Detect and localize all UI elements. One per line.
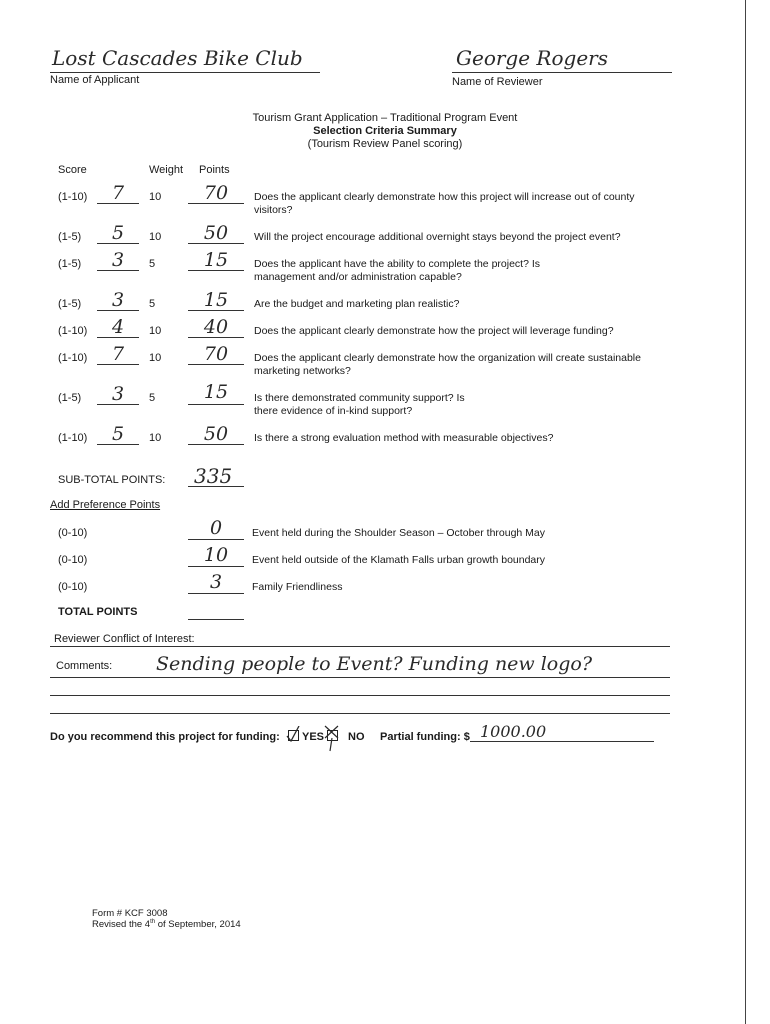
page-edge-line [745,0,746,1024]
reviewer-name-label: Name of Reviewer [452,76,543,88]
score-line [97,243,139,244]
criteria-score: 5 [111,423,125,445]
criteria-score: 7 [111,343,125,365]
points-line [188,203,244,204]
criteria-score: 7 [111,182,125,204]
criteria-weight: 5 [149,258,156,270]
revision-date [92,919,241,930]
criteria-points: 70 [203,182,229,204]
criteria-score: 3 [111,383,125,405]
yes-checkbox[interactable] [288,730,299,741]
title-line-3: (Tourism Review Panel scoring) [307,138,463,150]
preference-label: Event held outside of the Klamath Falls urban growth boundary [252,554,546,566]
criteria-question: Does the applicant clearly demonstrate how the organization will create sustainable marketing networks? [254,352,641,377]
total-label: TOTAL POINTS [58,606,138,618]
column-score: Score [58,164,87,176]
criteria-question: Does the applicant have the ability to complete the project? Is management and/or administration capable? [254,258,541,283]
funding-question: Do you recommend this project for funding: [50,731,280,743]
criteria-question: Is there demonstrated community support? Is there evidence of in-kind support? [254,392,465,417]
criteria-range: (1-5) [58,392,82,404]
criteria-weight: 10 [149,231,162,243]
partial-funding-value: 1000.00 [480,722,547,741]
score-line [97,310,139,311]
preference-points: 3 [209,571,223,593]
points-line [188,444,244,445]
comments-line-3 [50,713,670,714]
column-points: Points [199,164,230,176]
criteria-score: 3 [111,289,125,311]
criteria-points: 40 [203,316,229,338]
conflict-label: Reviewer Conflict of Interest: [54,633,195,645]
preference-range: (0-10) [58,581,88,593]
criteria-question: Does the applicant clearly demonstrate how this project will increase out of county visitors? [254,191,635,216]
score-line [97,203,139,204]
cross-mark-icon [324,725,340,753]
comments-value: Sending people to Event? Funding new logo? [156,653,593,675]
score-line [97,337,139,338]
criteria-range: (1-5) [58,231,82,243]
points-line [188,310,244,311]
criteria-range: (1-10) [58,191,88,203]
criteria-range: (1-5) [58,258,82,270]
title-line-1: Tourism Grant Application – Traditional Program Event [252,112,518,124]
criteria-points: 70 [203,343,229,365]
subtotal-value: 335 [194,464,233,488]
criteria-weight: 10 [149,352,162,364]
partial-funding-label: Partial funding: $ [380,731,470,743]
criteria-points: 15 [203,249,229,271]
criteria-weight: 10 [149,191,162,203]
points-line [188,270,244,271]
criteria-weight: 10 [149,432,162,444]
points-line [188,364,244,365]
points-line [188,593,244,594]
points-line [188,243,244,244]
score-line [97,404,139,405]
column-weight: Weight [149,164,184,176]
score-line [97,270,139,271]
preference-heading: Add Preference Points [50,499,161,511]
criteria-question: Are the budget and marketing plan realistic? [254,298,460,310]
form-number: Form # KCF 3008 [92,908,168,919]
preference-points: 0 [209,517,223,539]
criteria-question: Is there a strong evaluation method with measurable objectives? [254,432,554,444]
criteria-range: (1-5) [58,298,82,310]
subtotal-label: SUB-TOTAL POINTS: [58,474,166,486]
revision-suffix: of September, 2014 [155,919,241,931]
yes-label: YES [302,731,325,743]
criteria-points: 15 [203,289,229,311]
criteria-range: (1-10) [58,432,88,444]
criteria-weight: 10 [149,325,162,337]
reviewer-name-value: George Rogers [456,46,608,70]
no-checkbox[interactable] [327,730,338,741]
partial-funding-line [470,741,654,742]
preference-range: (0-10) [58,554,88,566]
preference-label: Event held during the Shoulder Season – October through May [252,527,546,539]
criteria-points: 50 [203,423,229,445]
criteria-weight: 5 [149,298,156,310]
points-line [188,404,244,405]
applicant-name-line [50,72,320,73]
criteria-range: (1-10) [58,325,88,337]
applicant-name-label: Name of Applicant [50,74,140,86]
comments-line [50,677,670,678]
criteria-question: Does the applicant clearly demonstrate how the project will leverage funding? [254,325,614,337]
points-line [188,566,244,567]
criteria-score: 4 [111,316,125,338]
preference-label: Family Friendliness [252,581,343,593]
title-line-2: Selection Criteria Summary [313,125,457,137]
criteria-question: Will the project encourage additional overnight stays beyond the project event? [254,231,621,243]
criteria-score: 3 [111,249,125,271]
points-line [188,337,244,338]
comments-line-2 [50,695,670,696]
preference-points: 10 [203,544,229,566]
preference-range: (0-10) [58,527,88,539]
criteria-weight: 5 [149,392,156,404]
conflict-line [50,646,670,647]
criteria-points: 50 [203,222,229,244]
score-line [97,444,139,445]
revision-sup: th [150,919,156,925]
criteria-range: (1-10) [58,352,88,364]
score-line [97,364,139,365]
revision-prefix: Revised the 4 [92,919,151,931]
total-line [188,619,244,620]
points-line [188,539,244,540]
criteria-points: 15 [203,381,229,403]
comments-label: Comments: [56,660,113,672]
no-label: NO [348,731,365,743]
check-mark-icon [286,726,300,742]
applicant-name-value: Lost Cascades Bike Club [52,46,303,70]
reviewer-name-line [452,72,672,73]
criteria-score: 5 [111,222,125,244]
subtotal-line [188,486,244,487]
